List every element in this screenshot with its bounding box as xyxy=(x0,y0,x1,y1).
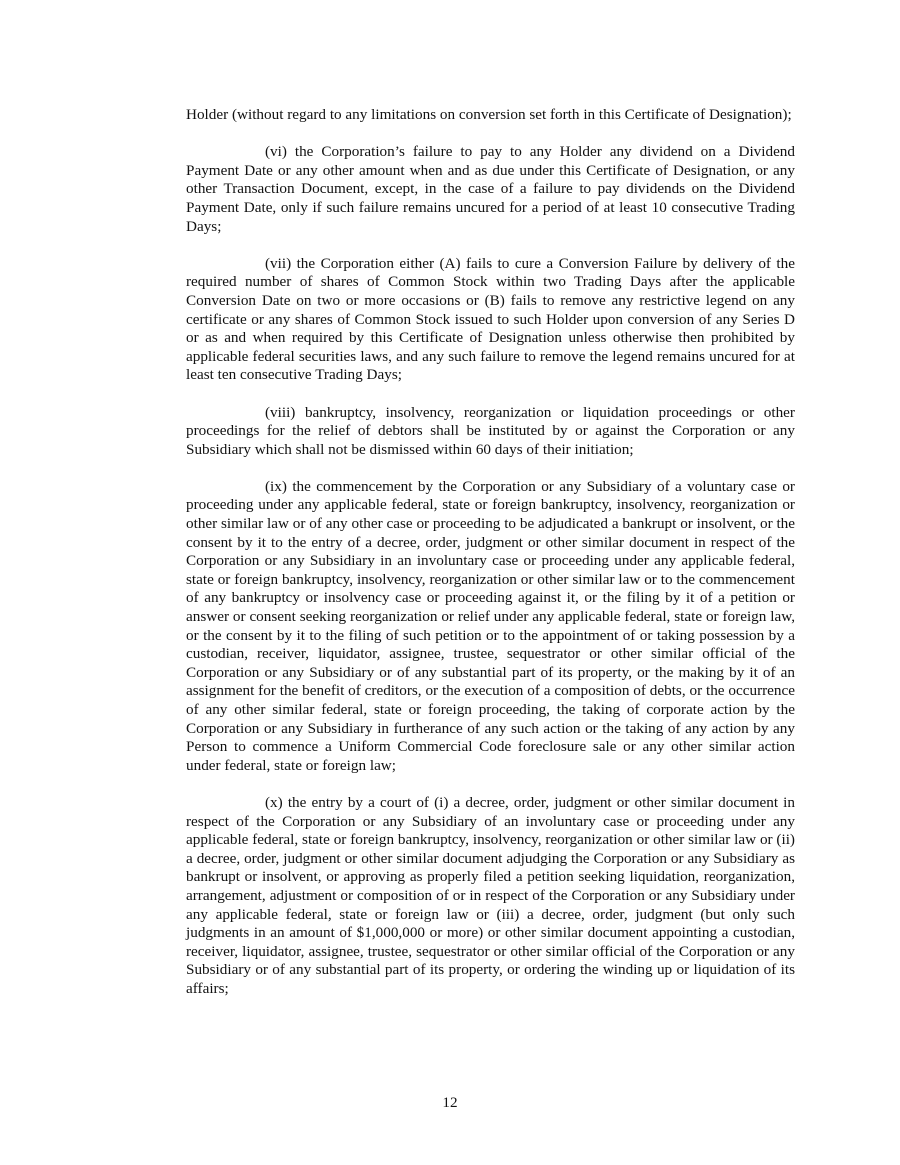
paragraph-clause-x: (x) the entry by a court of (i) a decree, order, judgment or other similar document in respect of the Corporation or any Subsidiary of an involuntary case or proceeding under any applicable federal, state or foreign bankruptcy, insolvency, reorganization or other similar law or (ii) a decree, order, judgment or other similar document adjudging the Corporation or any Subsidiary as bankrupt or insolvent, or approving as properly filed a petition seeking liquidation, reorganization, arrangement, adjustment or composition of or in respect of the Corporation or any Subsidiary under any applicable federal, state or foreign law or (iii) a decree, order, judgment (but only such judgments in an amount of $1,000,000 or more) or other similar document appointing a custodian, receiver, liquidator, assignee, trustee, sequestrator or other similar official of the Corporation or any Subsidiary or of any substantial part of its property, or ordering the winding up or liquidation of its affairs; xyxy=(186,793,795,997)
paragraph-clause-vi: (vi) the Corporation’s failure to pay to any Holder any dividend on a Dividend Payment Date or any other amount when and as due under this Certificate of Designation, or any other Transaction Document, except, in the case of a failure to pay dividends on the Dividend Payment Date, only if such failure remains uncured for a period of at least 10 consecutive Trading Days; xyxy=(186,143,795,235)
paragraph-clause-viii: (viii) bankruptcy, insolvency, reorganization or liquidation proceedings or other proceedings for the relief of debtors shall be instituted by or against the Corporation or any Subsidiary which shall not be dismissed within 60 days of their initiation; xyxy=(186,403,795,458)
document-page xyxy=(186,106,795,1017)
page-number: 12 xyxy=(442,1094,458,1111)
paragraph-clause-ix: (ix) the commencement by the Corporation or any Subsidiary of a voluntary case or proceeding under any applicable federal, state or foreign bankruptcy, insolvency, reorganization or other similar law or of any other case or proceeding to be adjudicated a bankrupt or insolvent, or the consent by it to the entry of a decree, order, judgment or other similar document in respect of the Corporation or any Subsidiary in an involuntary case or proceeding under any applicable federal, state or foreign bankruptcy, insolvency, reorganization or other similar law or to the commencement of any bankruptcy or insolvency case or proceeding against it, or the filing by it of a petition or answer or consent seeking reorganization or relief under any applicable federal, state or foreign law, or the consent by it to the filing of such petition or to the appointment of or taking possession by a custodian, receiver, liquidator, assignee, trustee, sequestrator or other similar official of the Corporation or any Subsidiary or of any substantial part of its property, or the making by it of an assignment for the benefit of creditors, or the execution of a composition of debts, or the occurrence of any other similar federal, state or foreign proceeding, the taking of corporate action by the Corporation or any Subsidiary in furtherance of any such action or the taking of any action by any Person to commence a Uniform Commercial Code foreclosure sale or any other similar action under federal, state or foreign law; xyxy=(186,477,795,774)
paragraph-clause-vii: (vii) the Corporation either (A) fails to cure a Conversion Failure by delivery of the required number of shares of Common Stock within two Trading Days after the applicable Conversion Date on two or more occasions or (B) fails to remove any restrictive legend on any certificate or any shares of Common Stock issued to such Holder upon conversion of any Series D or as and when required by this Certificate of Designation unless otherwise then prohibited by applicable federal securities laws, and any such failure to remove the legend remains uncured for at least ten consecutive Trading Days; xyxy=(186,254,795,384)
paragraph-holder-continuation: Holder (without regard to any limitations on conversion set forth in this Certificate of Designation); xyxy=(186,106,792,123)
